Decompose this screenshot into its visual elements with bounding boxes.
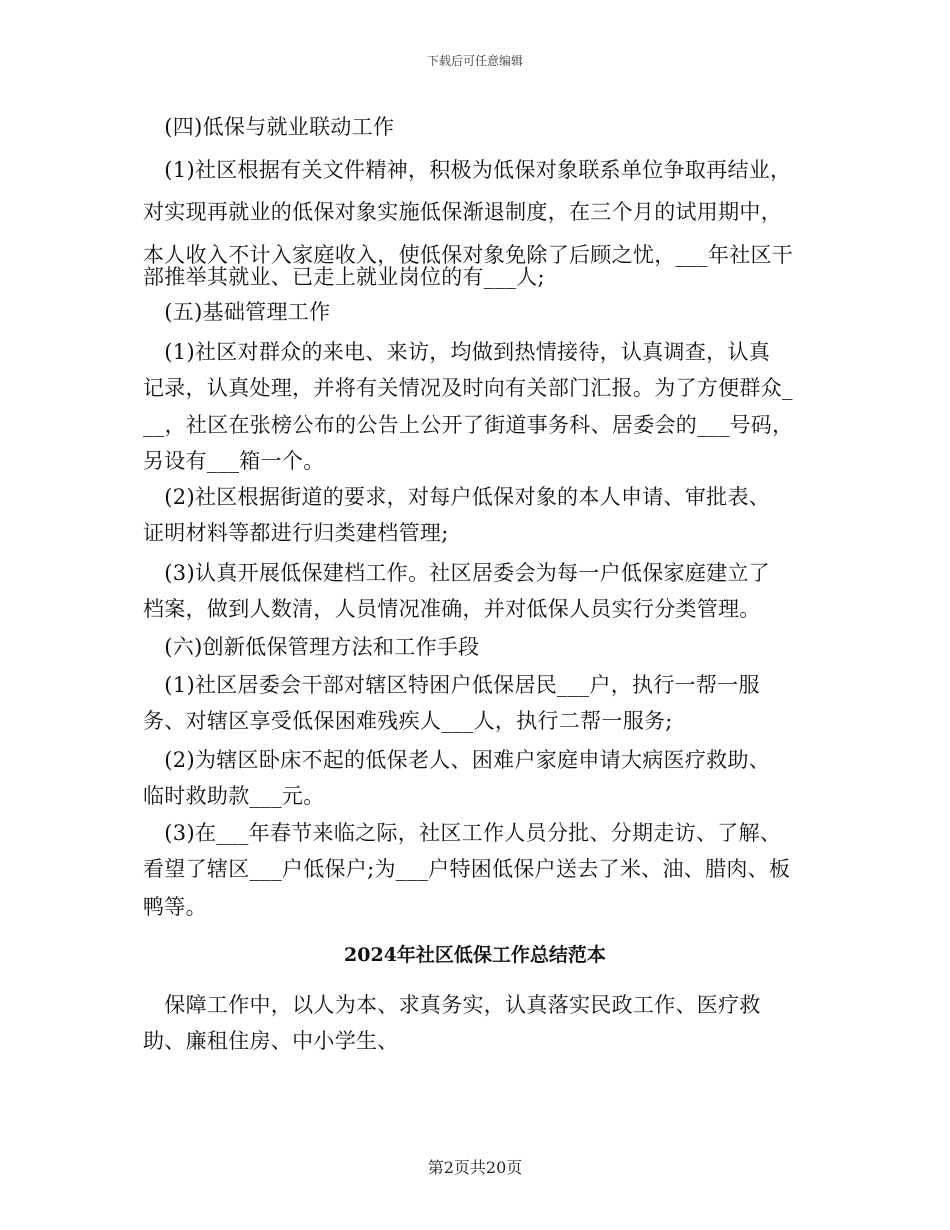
paragraph-line: 证明材料等都进行归类建档管理; (143, 521, 449, 545)
heading-5: (五)基础管理工作 (143, 300, 331, 324)
paragraph-line: __，社区在张榜公布的公告上公开了街道事务科、居委会的___号码， (143, 413, 794, 437)
paragraph-line: 部推举其就业、已走上就业岗位的有___人; (143, 265, 545, 289)
paragraph-line: (2)为辖区卧床不起的低保老人、困难户家庭申请大病医疗救助、 (143, 748, 771, 772)
paragraph-line: 临时救助款___元。 (143, 784, 325, 808)
heading-4: (四)低保与就业联动工作 (143, 115, 395, 139)
paragraph-line: (1)社区对群众的来电、来访，均做到热情接待，认真调查，认真 (143, 340, 771, 364)
paragraph-line: (3)认真开展低保建档工作。社区居委会为每一户低保家庭建立了 (143, 561, 771, 585)
paragraph-line: (3)在___年春节来临之际，社区工作人员分批、分期走访、了解、 (143, 821, 782, 845)
page-header: 下载后可任意编辑 (426, 54, 523, 68)
paragraph-line: 本人收入不计入家庭收入，使低保对象免除了后顾之忧，___年社区干 (143, 243, 794, 267)
section-title: 2024年社区低保工作总结范本 (344, 944, 606, 966)
heading-6: (六)创新低保管理方法和工作手段 (143, 635, 480, 659)
paragraph-line: 务、对辖区享受低保困难残疾人___人，执行二帮一服务; (143, 709, 673, 733)
paragraph-line: 保障工作中，以人为本、求真务实，认真落实民政工作、医疗救 (143, 993, 761, 1017)
paragraph-line: 另设有___箱一个。 (143, 449, 325, 473)
paragraph-line: 鸭等。 (143, 895, 207, 919)
paragraph-line: 记录，认真处理，并将有关情况及时向有关部门汇报。为了方便群众_ (143, 376, 793, 400)
paragraph-line: 助、廉租住房、中小学生、 (143, 1029, 399, 1053)
paragraph-line: (1)社区居委会干部对辖区特困户低保居民___户，执行一帮一服 (143, 673, 760, 697)
paragraph-line: 档案，做到人数清，人员情况准确，并对低保人员实行分类管理。 (143, 597, 761, 621)
paragraph-line: 对实现再就业的低保对象实施低保渐退制度，在三个月的试用期中， (143, 200, 782, 224)
page-footer: 第2页共20页 (427, 1158, 523, 1177)
paragraph-line: (2)社区根据街道的要求，对每户低保对象的本人申请、审批表、 (143, 485, 771, 509)
paragraph-line: (1)社区根据有关文件精神，积极为低保对象联系单位争取再结业， (143, 158, 792, 182)
paragraph-line: 看望了辖区___户低保户;为___户特困低保户送去了米、油、腊肉、板 (143, 857, 791, 881)
